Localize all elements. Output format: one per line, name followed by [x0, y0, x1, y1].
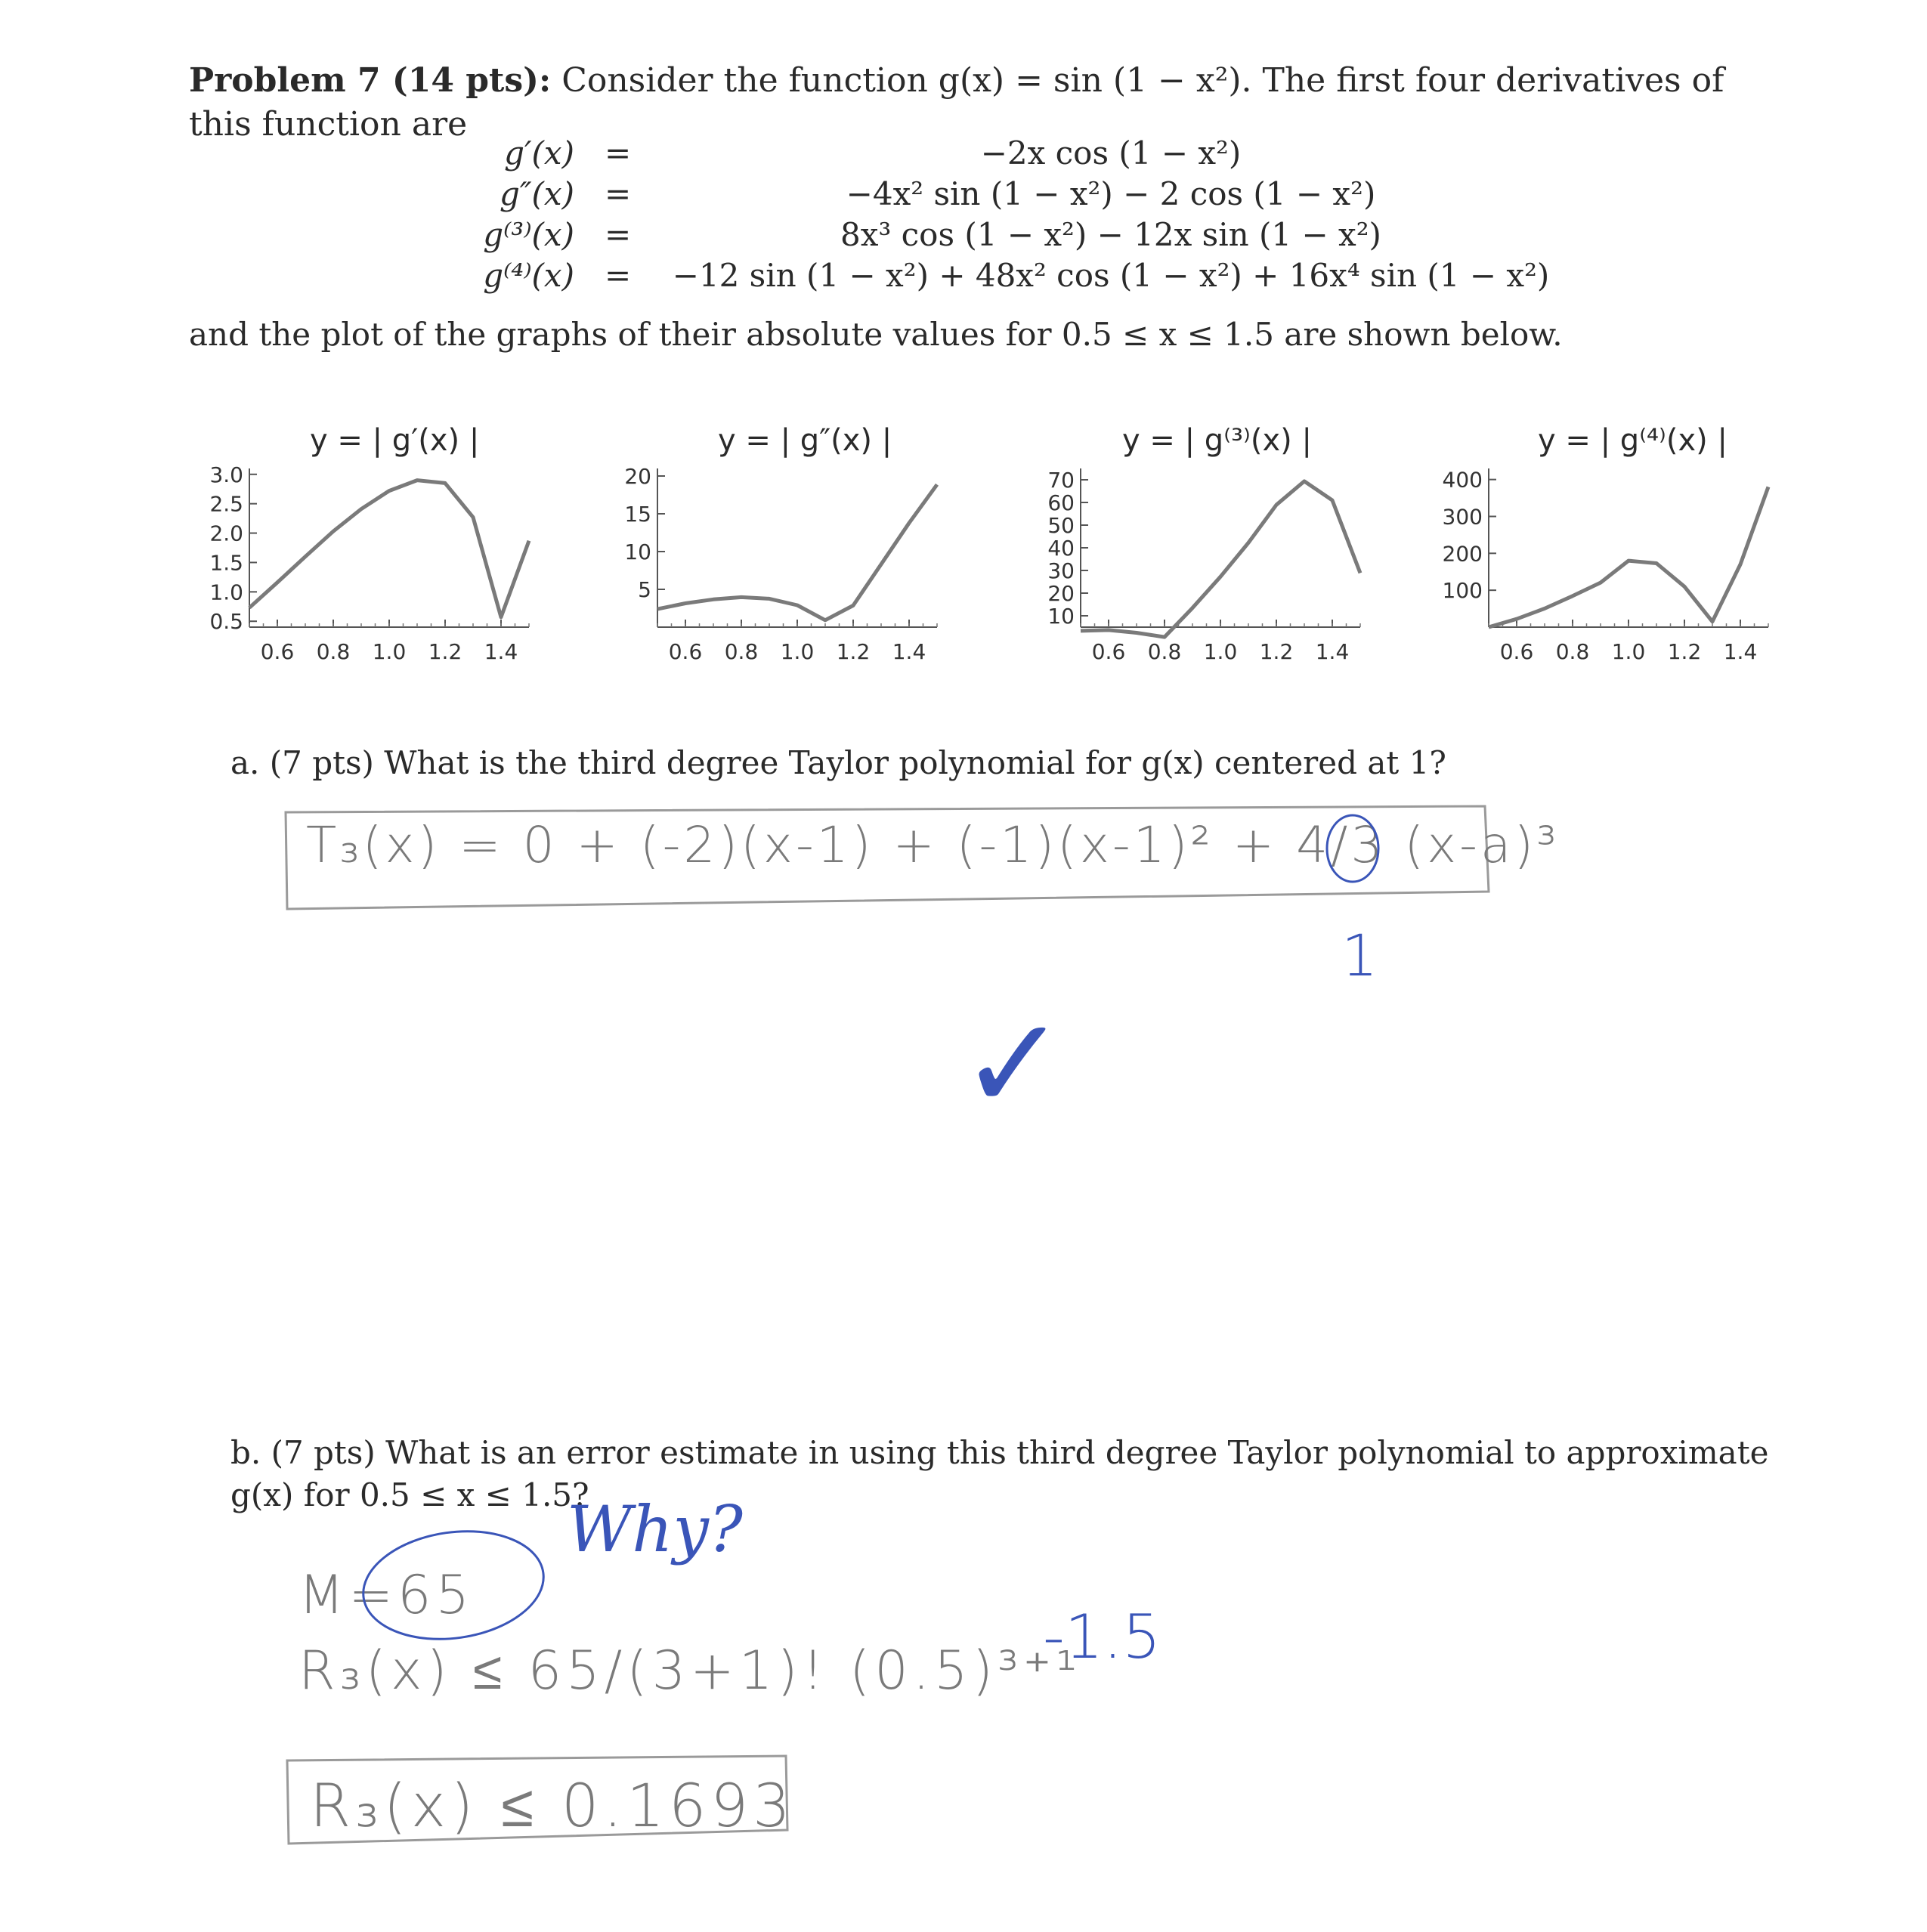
y-tick-label: 5: [638, 577, 651, 602]
y-tick-label: 0.5: [209, 609, 243, 635]
x-tick-label: 0.6: [260, 639, 295, 664]
y-tick-label: 2.0: [209, 521, 243, 546]
circle-annotation-m: [355, 1519, 559, 1647]
x-tick-label: 0.8: [316, 639, 351, 664]
y-tick-label: 60: [1047, 490, 1075, 515]
derivative-lhs: g′(x): [504, 134, 574, 172]
x-tick-label: 1.4: [892, 639, 926, 664]
equals-sign: =: [605, 134, 632, 172]
x-tick-label: 0.6: [668, 639, 703, 664]
derivative-lhs: g″(x): [499, 175, 574, 212]
chart-title-4: y = | g⁽⁴⁾(x) |: [1538, 423, 1727, 458]
equals-sign: =: [605, 175, 632, 212]
y-tick-label: 100: [1442, 578, 1483, 604]
y-tick-label: 1.5: [209, 550, 243, 576]
chart-abs-g1: [189, 453, 544, 672]
y-tick-label: 20: [624, 464, 651, 489]
derivative-lhs: g⁽⁴⁾(x): [483, 257, 574, 294]
chart-abs-g3: [1020, 453, 1375, 672]
plots-intro: and the plot of the graphs of their absolute values for 0.5 ≤ x ≤ 1.5 are shown below.: [189, 316, 1563, 353]
y-tick-label: 30: [1047, 558, 1075, 583]
derivative-rhs: 8x³ cos (1 − x²) − 12x sin (1 − x²): [840, 216, 1381, 253]
derivative-lhs: g⁽³⁾(x): [483, 216, 574, 253]
y-tick-label: 200: [1442, 541, 1483, 567]
part-a-question: a. (7 pts) What is the third degree Taylor polynomial for g(x) centered at 1?: [230, 744, 1446, 781]
equals-sign: =: [605, 257, 632, 294]
y-tick-label: 40: [1047, 536, 1075, 561]
derivative-rhs: −12 sin (1 − x²) + 48x² cos (1 − x²) + 16x⁴ sin (1 − x²): [672, 257, 1550, 294]
y-tick-label: 70: [1047, 468, 1075, 493]
x-tick-label: 0.6: [1499, 639, 1534, 664]
answer-b-final: R₃(x) ≤ 0.1693: [310, 1773, 795, 1841]
x-tick-label: 1.2: [428, 639, 462, 664]
y-tick-label: 3.0: [209, 462, 243, 487]
circle-annotation: [1319, 812, 1387, 888]
y-tick-label: 300: [1442, 504, 1483, 530]
check-mark: ✓: [960, 990, 1068, 1139]
y-tick-label: 10: [624, 539, 651, 564]
y-tick-label: 2.5: [209, 491, 243, 517]
derivative-rhs: −4x² sin (1 − x²) − 2 cos (1 − x²): [846, 175, 1376, 212]
series-line: [1081, 481, 1360, 637]
x-tick-label: 1.2: [836, 639, 871, 664]
x-tick-label: 1.0: [372, 639, 407, 664]
y-tick-label: 20: [1047, 581, 1075, 606]
series-line: [1489, 487, 1768, 627]
x-tick-label: 1.4: [1315, 639, 1350, 664]
y-tick-label: 50: [1047, 513, 1075, 538]
x-tick-label: 0.8: [1555, 639, 1590, 664]
chart-title-3: y = | g⁽³⁾(x) |: [1122, 423, 1312, 458]
x-tick-label: 1.4: [1723, 639, 1758, 664]
derivative-rhs: −2x cos (1 − x²): [980, 134, 1242, 172]
chart-title-2: y = | g″(x) |: [718, 423, 892, 458]
y-tick-label: 1.0: [209, 580, 243, 605]
grader-mark-a: 1: [1341, 922, 1378, 989]
problem-intro: Consider the function g(x) = sin (1 − x²). The first four derivatives of this function are: [189, 61, 1724, 144]
chart-title-1: y = | g′(x) |: [310, 423, 480, 458]
grader-deduction: -1.5: [1043, 1602, 1161, 1672]
series-line: [249, 481, 529, 617]
problem-heading: [189, 59, 1746, 147]
x-tick-label: 1.2: [1667, 639, 1702, 664]
y-tick-label: 10: [1047, 604, 1075, 629]
problem-title: Problem 7 (14 pts):: [189, 61, 552, 100]
x-tick-label: 1.2: [1259, 639, 1294, 664]
equals-sign: =: [605, 216, 632, 253]
x-tick-label: 1.0: [1203, 639, 1238, 664]
grader-note-why: Why?: [567, 1492, 743, 1566]
part-b-question: b. (7 pts) What is an error estimate in using this third degree Taylor polynomial to approximate g(x) for 0.5 ≤ x ≤ 1.5?: [230, 1434, 1769, 1513]
x-tick-label: 1.0: [780, 639, 815, 664]
x-tick-label: 0.8: [1147, 639, 1182, 664]
x-tick-label: 1.4: [484, 639, 518, 664]
series-line: [657, 484, 937, 620]
x-tick-label: 0.8: [724, 639, 759, 664]
chart-abs-g4: [1428, 453, 1783, 672]
y-tick-label: 15: [624, 502, 651, 527]
work-r: R₃(x) ≤ 65/(3+1)! (0.5)³⁺¹: [298, 1640, 1081, 1702]
x-tick-label: 1.0: [1611, 639, 1646, 664]
x-tick-label: 0.6: [1091, 639, 1126, 664]
chart-abs-g2: [597, 453, 952, 672]
y-tick-label: 400: [1442, 467, 1483, 493]
work-m: M=65: [298, 1564, 475, 1626]
answer-a-text: T₃(x) = 0 + (-2)(x-1) + (-1)(x-1)² + 4/3 (x-a)³: [306, 816, 1560, 874]
